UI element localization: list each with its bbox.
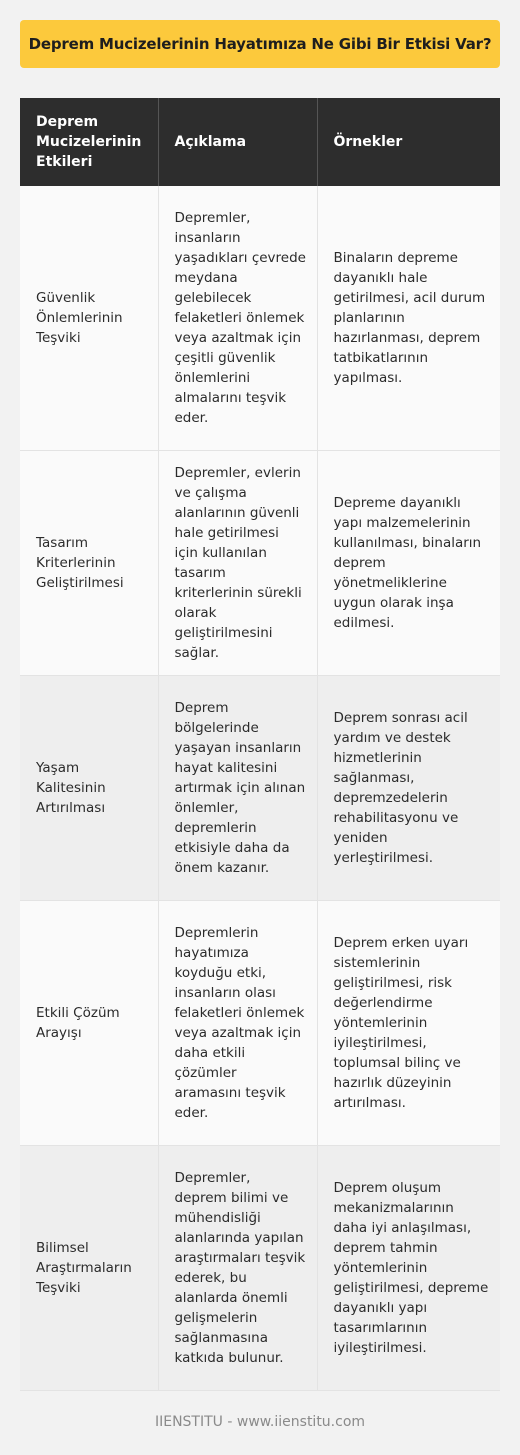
table-row xyxy=(20,1146,500,1391)
header-effects: Deprem Mucizelerinin Etkileri xyxy=(20,98,158,186)
cell-effect: Etkili Çözüm Arayışı xyxy=(20,901,158,1146)
cell-description: Depremler, evlerin ve çalışma alanlarının güvenli hale getirilmesi için kullanılan tasarım kriterlerinin sürekli olarak geliştirilmesini sağlar. xyxy=(158,451,317,676)
header-row xyxy=(20,98,500,186)
cell-description: Depremler, insanların yaşadıkları çevrede meydana gelebilecek felaketleri önlemek veya azaltmak için çeşitli güvenlik önlemlerini almalarını teşvik eder. xyxy=(158,186,317,451)
table-body xyxy=(20,186,500,1391)
cell-examples: Binaların depreme dayanıklı hale getirilmesi, acil durum planlarının hazırlanması, deprem tatbikatlarının yapılması. xyxy=(317,186,500,451)
cell-description: Deprem bölgelerinde yaşayan insanların hayat kalitesini artırmak için alınan önlemler, depremlerin etkisiyle daha da önem kazanır. xyxy=(158,676,317,901)
table-row xyxy=(20,676,500,901)
cell-effect: Tasarım Kriterlerinin Geliştirilmesi xyxy=(20,451,158,676)
cell-examples: Deprem oluşum mekanizmalarının daha iyi anlaşılması, deprem tahmin yöntemlerinin geliştirilmesi, depreme dayanıklı yapı tasarımlarının iyileştirilmesi. xyxy=(317,1146,500,1391)
cell-effect: Güvenlik Önlemlerinin Teşviki xyxy=(20,186,158,451)
page-title: Deprem Mucizelerinin Hayatımıza Ne Gibi Bir Etkisi Var? xyxy=(28,35,492,53)
cell-effect: Bilimsel Araştırmaların Teşviki xyxy=(20,1146,158,1391)
cell-effect: Yaşam Kalitesinin Artırılması xyxy=(20,676,158,901)
table-row xyxy=(20,901,500,1146)
cell-description: Depremler, deprem bilimi ve mühendisliği alanlarında yapılan araştırmaları teşvik ederek, bu alanlarda önemli gelişmelerin sağlanmasına katkıda bulunur. xyxy=(158,1146,317,1391)
table-row xyxy=(20,186,500,451)
table-header xyxy=(20,98,500,186)
effects-table xyxy=(20,98,500,1391)
header-description: Açıklama xyxy=(158,98,317,186)
header-examples: Örnekler xyxy=(317,98,500,186)
title-banner xyxy=(20,20,500,68)
table-row xyxy=(20,451,500,676)
cell-examples: Deprem erken uyarı sistemlerinin geliştirilmesi, risk değerlendirme yöntemlerinin iyileştirilmesi, toplumsal bilinç ve hazırlık düzeyinin artırılması. xyxy=(317,901,500,1146)
footer-credit: IIENSTITU - www.iienstitu.com xyxy=(154,1414,366,1430)
cell-examples: Deprem sonrası acil yardım ve destek hizmetlerinin sağlanması, depremzedelerin rehabilitasyonu ve yeniden yerleştirilmesi. xyxy=(317,676,500,901)
cell-examples: Depreme dayanıklı yapı malzemelerinin kullanılması, binaların deprem yönetmeliklerine uygun olarak inşa edilmesi. xyxy=(317,451,500,676)
cell-description: Depremlerin hayatımıza koyduğu etki, insanların olası felaketleri önlemek veya azaltmak için daha etkili çözümler aramasını teşvik eder. xyxy=(158,901,317,1146)
